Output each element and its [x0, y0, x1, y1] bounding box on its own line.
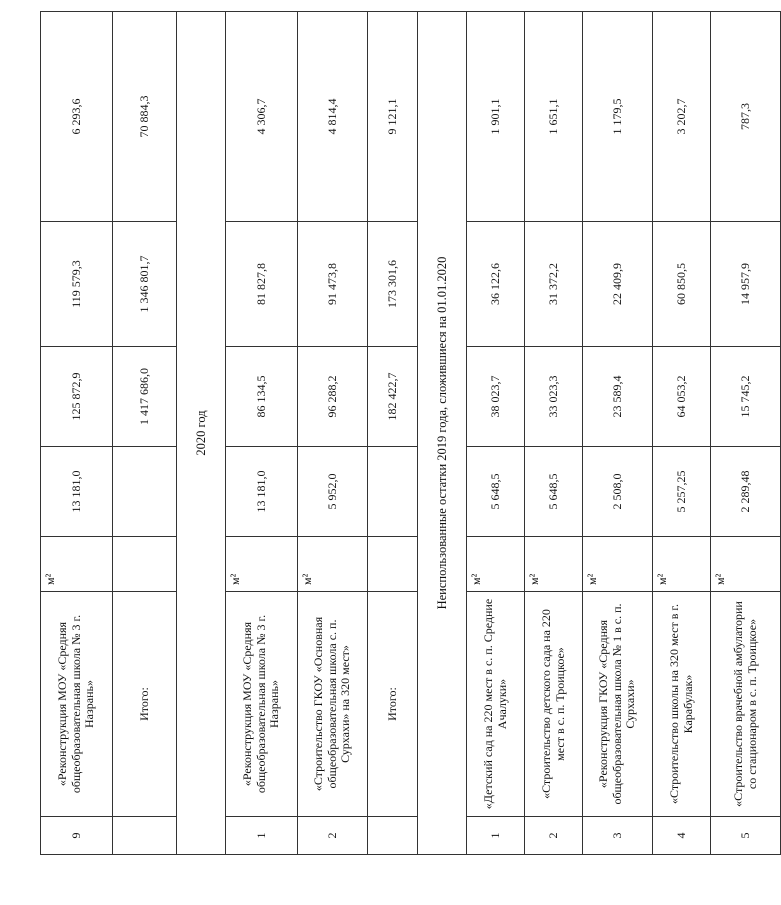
- regional-budget: 3 202,7: [653, 12, 711, 222]
- row-number: 3: [583, 817, 653, 855]
- capacity-value: 5 648,5: [525, 447, 583, 537]
- table-row: [226, 12, 298, 855]
- table-body: [41, 12, 781, 855]
- table-row: [298, 12, 368, 855]
- regional-budget: 1 651,1: [525, 12, 583, 222]
- unit-of-measure: м²: [41, 537, 113, 592]
- federal-budget: 119 579,3: [41, 222, 113, 347]
- federal-budget: 60 850,5: [653, 222, 711, 347]
- table-row: [41, 12, 113, 855]
- capacity-value: [113, 447, 177, 537]
- row-number: [368, 817, 418, 855]
- capacity-value: [368, 447, 418, 537]
- object-name: «Строительство врачебной амбулатории со стационаром в с. п. Троицкое»: [711, 592, 781, 817]
- federal-budget: 173 301,6: [368, 222, 418, 347]
- object-name: «Строительство ГКОУ «Основная общеобразовательная школа с. п. Сурхахи» на 320 мест»: [298, 592, 368, 817]
- total-cost: 33 023,3: [525, 347, 583, 447]
- object-name: Итого:: [113, 592, 177, 817]
- regional-budget: 4 306,7: [226, 12, 298, 222]
- row-number: 2: [525, 817, 583, 855]
- section-row: [418, 12, 467, 855]
- unit-of-measure: [368, 537, 418, 592]
- section-heading-remainders: Неиспользованные остатки 2019 года, сложившиеся на 01.01.2020: [418, 12, 467, 855]
- object-name: «Детский сад на 220 мест в с. п. Средние Ачалуки»: [467, 592, 525, 817]
- total-cost: 96 288,2: [298, 347, 368, 447]
- federal-budget: 91 473,8: [298, 222, 368, 347]
- federal-budget: 22 409,9: [583, 222, 653, 347]
- federal-budget: 36 122,6: [467, 222, 525, 347]
- object-name: «Реконструкция ГКОУ «Средняя общеобразовательная школа № 1 в с. п. Сурхахи»: [583, 592, 653, 817]
- row-number: 5: [711, 817, 781, 855]
- table-row: [368, 12, 418, 855]
- federal-budget: 1 346 801,7: [113, 222, 177, 347]
- row-number: [113, 817, 177, 855]
- unit-of-measure: м²: [298, 537, 368, 592]
- total-cost: 1 417 686,0: [113, 347, 177, 447]
- section-heading-2020: 2020 год: [177, 12, 226, 855]
- row-number: 1: [467, 817, 525, 855]
- regional-budget: 1 901,1: [467, 12, 525, 222]
- total-cost: 86 134,5: [226, 347, 298, 447]
- row-number: 2: [298, 817, 368, 855]
- object-name: «Строительство школы на 320 мест в г. Карабулак»: [653, 592, 711, 817]
- total-cost: 64 053,2: [653, 347, 711, 447]
- federal-budget: 31 372,2: [525, 222, 583, 347]
- regional-budget: 6 293,6: [41, 12, 113, 222]
- table-row: [525, 12, 583, 855]
- row-number: 1: [226, 817, 298, 855]
- capacity-value: 13 181,0: [226, 447, 298, 537]
- regional-budget: 70 884,3: [113, 12, 177, 222]
- capacity-value: 5 648,5: [467, 447, 525, 537]
- unit-of-measure: м²: [467, 537, 525, 592]
- table-row: [113, 12, 177, 855]
- regional-budget: 787,3: [711, 12, 781, 222]
- regional-budget: 9 121,1: [368, 12, 418, 222]
- object-name: «Реконструкция МОУ «Средняя общеобразовательная школа № 3 г. Назрань»: [41, 592, 113, 817]
- federal-budget: 81 827,8: [226, 222, 298, 347]
- unit-of-measure: [113, 537, 177, 592]
- regional-budget: 4 814,4: [298, 12, 368, 222]
- federal-budget: 14 957,9: [711, 222, 781, 347]
- object-name: Итого:: [368, 592, 418, 817]
- row-number: 9: [41, 817, 113, 855]
- budget-table: [40, 11, 781, 855]
- table-row: [711, 12, 781, 855]
- capacity-value: 5 257,25: [653, 447, 711, 537]
- regional-budget: 1 179,5: [583, 12, 653, 222]
- unit-of-measure: м²: [711, 537, 781, 592]
- total-cost: 125 872,9: [41, 347, 113, 447]
- row-number: 4: [653, 817, 711, 855]
- object-name: «Реконструкция МОУ «Средняя общеобразовательная школа № 3 г. Назрань»: [226, 592, 298, 817]
- capacity-value: 2 289,48: [711, 447, 781, 537]
- section-row: [177, 12, 226, 855]
- total-cost: 23 589,4: [583, 347, 653, 447]
- total-cost: 182 422,7: [368, 347, 418, 447]
- unit-of-measure: м²: [226, 537, 298, 592]
- capacity-value: 13 181,0: [41, 447, 113, 537]
- capacity-value: 5 952,0: [298, 447, 368, 537]
- unit-of-measure: м²: [653, 537, 711, 592]
- total-cost: 15 745,2: [711, 347, 781, 447]
- unit-of-measure: м²: [525, 537, 583, 592]
- table-row: [583, 12, 653, 855]
- object-name: «Строительство детского сада на 220 мест в с. п. Троицкое»: [525, 592, 583, 817]
- unit-of-measure: м²: [583, 537, 653, 592]
- table-row: [467, 12, 525, 855]
- total-cost: 38 023,7: [467, 347, 525, 447]
- capacity-value: 2 508,0: [583, 447, 653, 537]
- table-row: [653, 12, 711, 855]
